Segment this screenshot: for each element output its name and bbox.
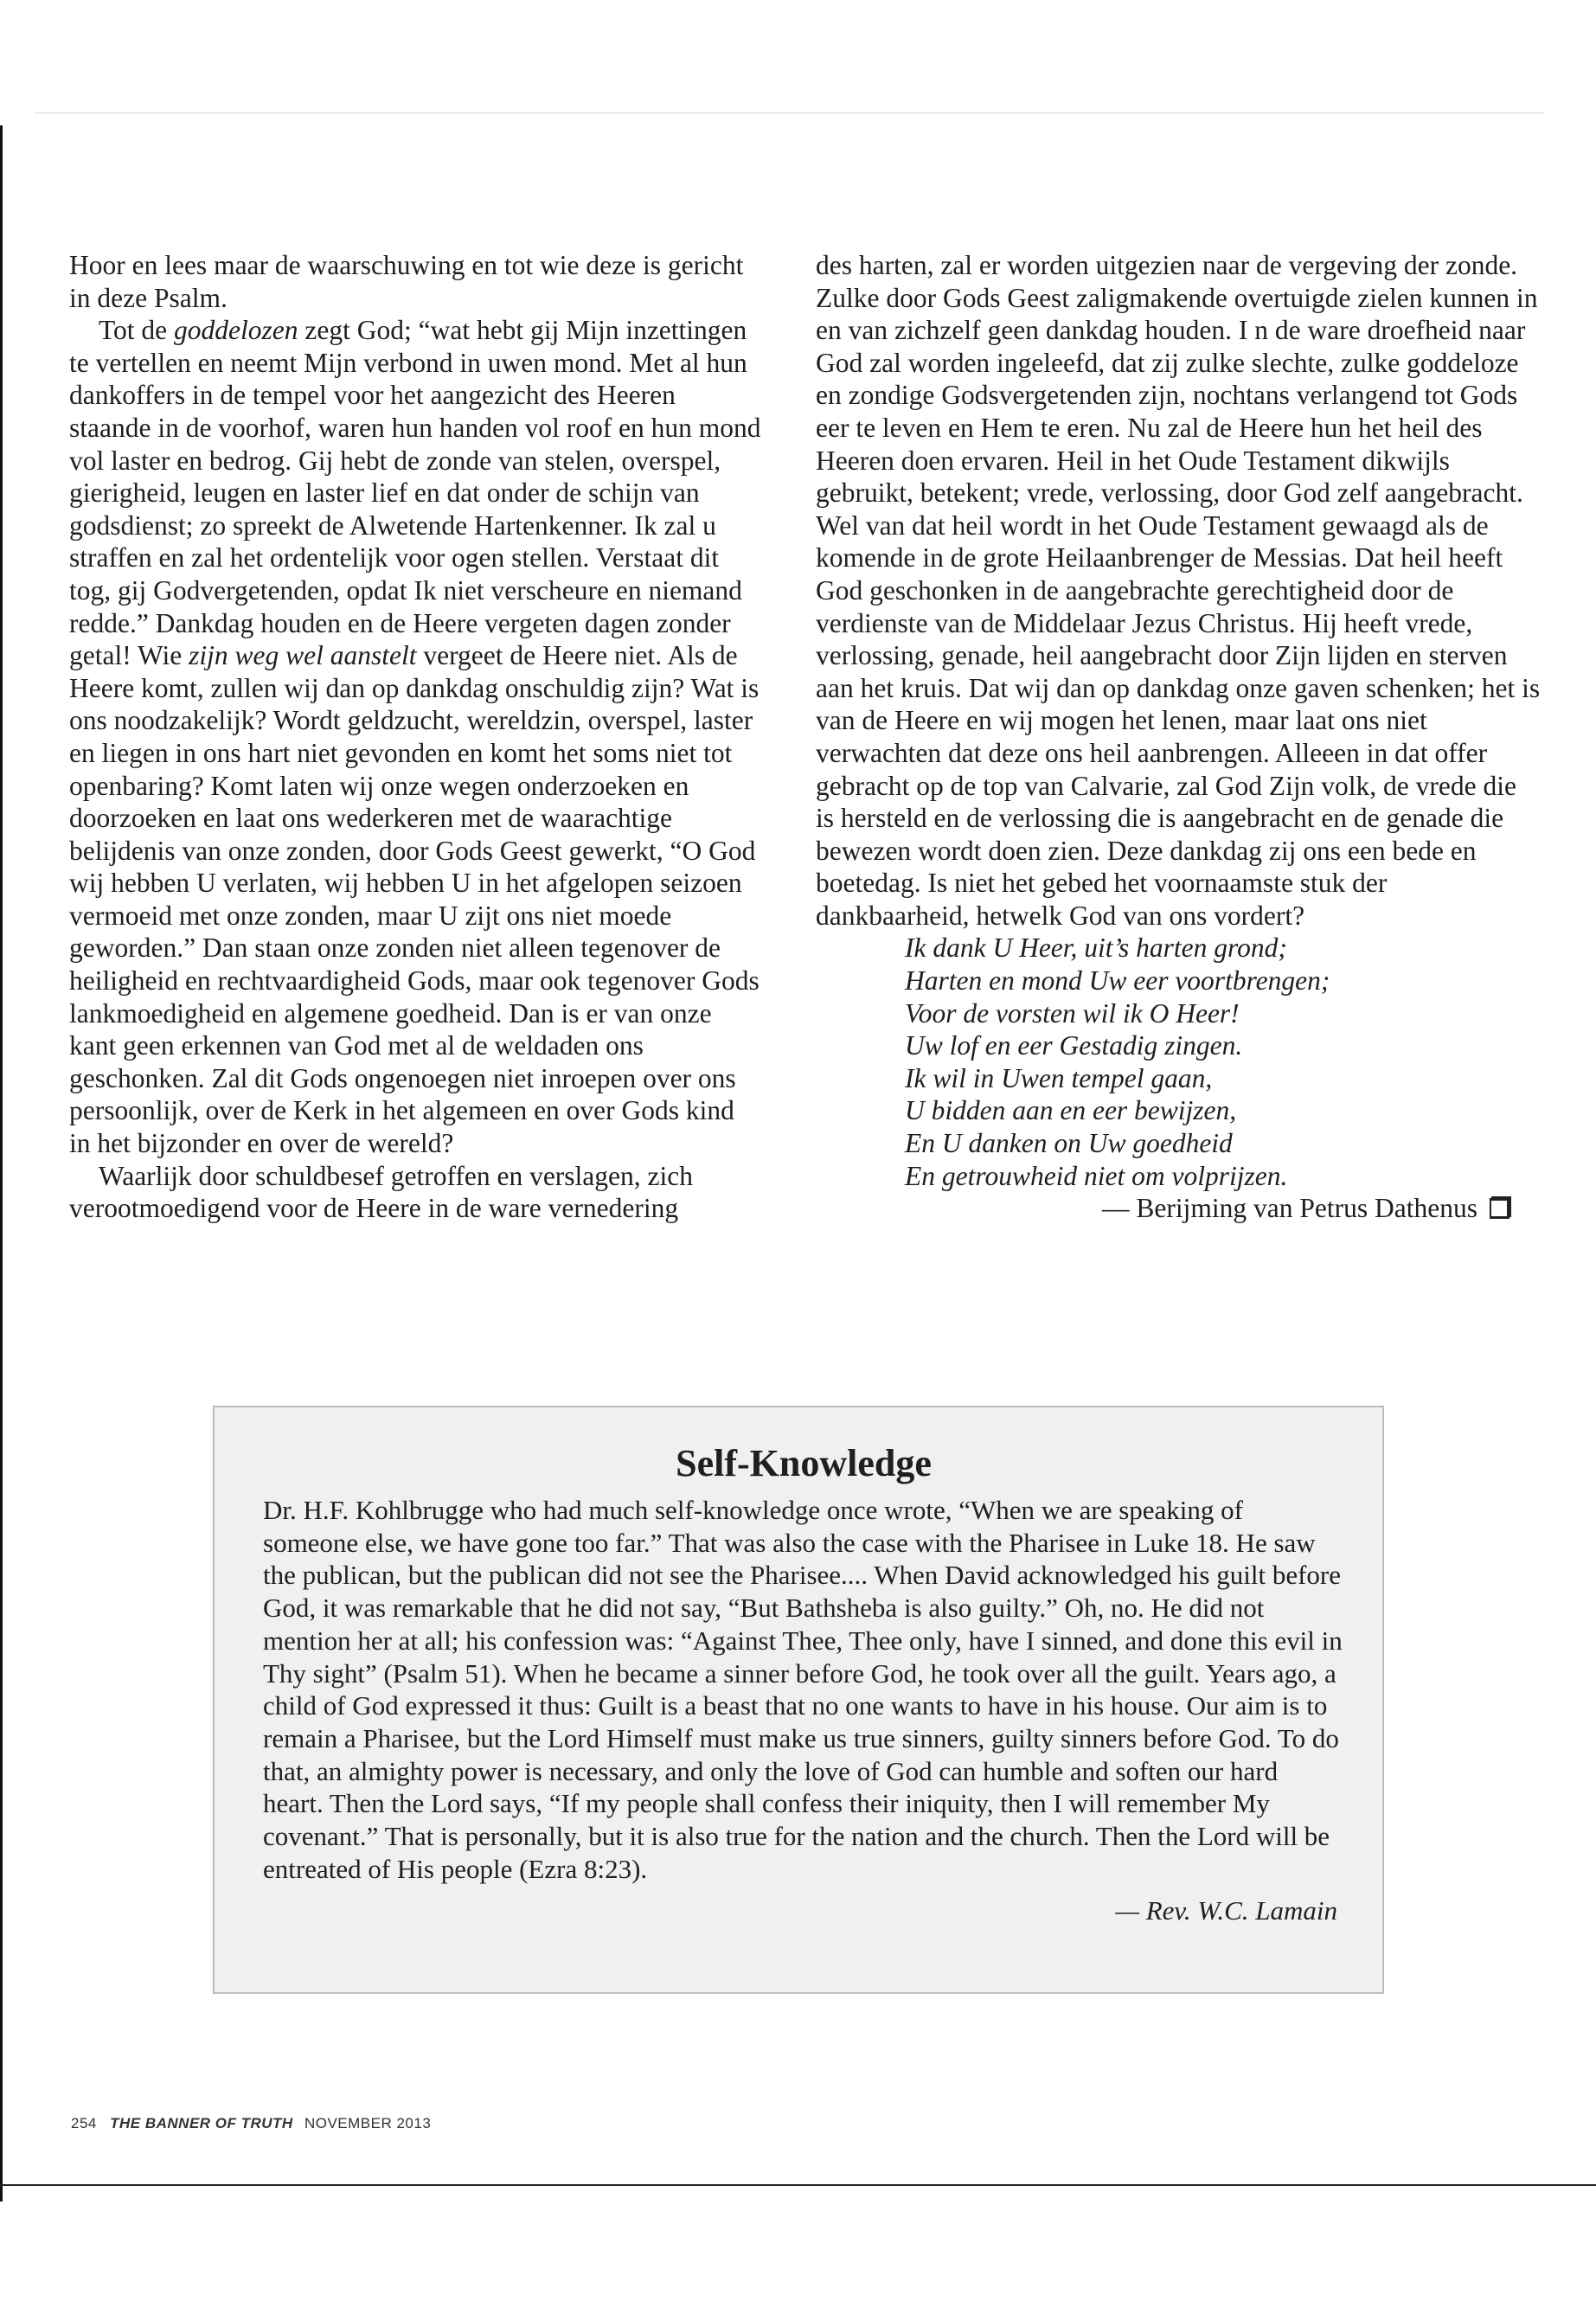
magazine-title: THE BANNER OF TRUTH: [110, 2115, 293, 2131]
poem-line: Ik dank U Heer, uit’s harten grond;: [905, 933, 1287, 964]
paragraph-1: Hoor en lees maar de waarschuwing en tot wie deze is gericht in deze Psalm.: [69, 250, 744, 313]
page-number: 254: [71, 2115, 97, 2131]
poem-line: Uw lof en eer Gestadig zingen.: [905, 1030, 1243, 1061]
sidebar-body: Dr. H.F. Kohlbrugge who had much self-knowledge once wrote, “When we are speaking of someone else, we have gone too far.” That was also the case with the Pharisee in Luke 18. He saw the publican, but the publican did not see the Pharisee.... When David acknowledged his guilt before God, it was remarkable that he did not say, “But Bathsheba is also guilty.” Oh, no. He did not mention her at all; his confession was: “Against Thee, Thee only, have I sinned, and done this evil in Thy sight” (Psalm 51). When he became a sinner before God, he took over all the guilt. Years ago, a child of God expressed it thus: Guilt is a beast that no one wants to have in his house. Our aim is to remain a Pharisee, but the Lord Himself must make us true sinners, guilty sinners before God. To do that, an almighty power is necessary, and only the love of God can humble and soften our hard heart. Then the Lord says, “If my people shall confess their iniquity, then I will remember My covenant.” That is personally, but it is also true for the nation and the church. Then the Lord will be entreated of His people (Ezra 8:23).: [263, 1495, 1343, 1884]
sidebar-author: — Rev. W.C. Lamain: [1115, 1895, 1337, 1926]
paragraph-continued: des harten, zal er worden uitgezien naar de vergeving der zonde. Zulke door Gods Geest zaligmakende overtuigde zielen kunnen in en van zichzelf geen dankdag houden. I n de ware droefheid naar God zal worden ingeleefd, dat zij zulke slechte, zulke goddeloze en zondige Godsvergetenden zijn, nochtans verlangend tot Gods eer te leven en Hem te eren. Nu zal de Heere hun het heil des Heeren doen ervaren. Heil in het Oude Testament dikwijls gebruikt, betekent; vrede, verlossing, door God zelf aangebracht. Wel van dat heil wordt in het Oude Testament gewaagd als de komende in de grote Heilaanbrenger de Messias. Dat heil heeft God geschonken in de aangebrachte gerechtigheid door de verdienste van de Middelaar Jezus Christus. Hij heeft vrede, verlossing, genade, heil aangebracht door Zijn lijden en sterven aan het kruis. Dat wij dan op dankdag onze gaven schenken; het is van de Heere en wij mogen het lenen, maar laat ons niet verwachten dat deze ons heil aanbrengen. Alleeen in dat offer gebracht op de top van Calvarie, zal God Zijn volk, de vrede die is hersteld en de verlossing die is aangebracht en de genade die bewezen wordt doen zien. Deze dankdag zij ons een bede en boetedag. Is niet het gebed het voornaamste stuk der dankbaarheid, hetwelk God van ons vordert?: [816, 250, 1541, 931]
poem-line: U bidden aan en eer bewijzen,: [905, 1095, 1237, 1126]
top-rule: [35, 112, 1544, 113]
poem-line: Ik wil in Uwen tempel gaan,: [905, 1062, 1213, 1093]
paragraph-2-text-b: vergeet de Heere niet. Als de Heere komt, zullen wij dan op dankdag onschuldig zijn? Wat is ons noodzakelijk? Wordt geldzucht, wereldzin, overspel, laster en liegen in ons hart niet gevonden en komt het soms niet tot openbaring? Komt laten wij onze wegen onderzoeken en doorzoeken en laat ons wederkeren met de waarachtige belijdenis van onze zonden, door Gods Geest gewerkt, “O God wij hebben U verlaten, wij hebben U in het afgelopen seizoen vermoeid met onze zonden, maar U zijt ons niet moede geworden.” Dan staan onze zonden niet alleen tegenover de heiligheid en rechtvaardigheid Gods, maar ook tegenover Gods lankmoedigheid en algemene goedheid. Dan is er van onze kant geen erkennen van God met al de weldaden ons geschonken. Zal dit Gods ongenoegen niet inroepen over ons persoonlijk, over de Kerk in het algemeen en over Gods kind in het bijzonder en over de wereld?: [69, 640, 760, 1159]
left-column: [69, 249, 761, 1225]
poem-attribution: [816, 1192, 1509, 1225]
poem-line: En getrouwheid niet om volprijzen.: [905, 1160, 1288, 1191]
poem-line: En U danken on Uw goedheid: [905, 1128, 1233, 1159]
paragraph-2-lead: Tot de: [99, 315, 175, 346]
italic-goddelozen: goddelozen: [174, 315, 298, 346]
attribution-text: — Berijming van Petrus Dathenus: [1102, 1193, 1477, 1224]
sidebar-content: [263, 1442, 1344, 1926]
page-edge-rule: [0, 125, 3, 2202]
sidebar-box: [213, 1406, 1384, 1994]
bottom-rule: [0, 2184, 1596, 2186]
end-mark-icon: [1490, 1198, 1509, 1219]
paragraph-2-text-a: zegt God; “wat hebt gij Mijn inzettingen te vertellen en neemt Mijn verbond in uwen mond. Met al hun dankoffers in de tempel voor het aangezicht des Heeren staande in de voorhof, waren hun handen vol roof en hun mond vol laster en bedrog. Gij hebt de zonde van stelen, overspel, gierigheid, leugen en laster lief en dat onder de schijn van godsdienst; zo spreekt de Alwetende Hartenkenner. Ik zal u straffen en zal het ordentelijk voor ogen stellen. Verstaat dit tog, gij Godvergetenden, opdat Ik niet verscheure en niemand redde.” Dankdag houden en de Heere vergeten dagen zonder getal! Wie: [69, 315, 761, 671]
issue-date: NOVEMBER 2013: [304, 2115, 432, 2131]
paragraph-2: [69, 314, 761, 1159]
paragraph-3: Waarlijk door schuldbesef getroffen en verslagen, zich verootmoedigend voor de Heere in de ware vernedering: [69, 1160, 693, 1224]
page-footer: [71, 2115, 431, 2132]
poem: [905, 932, 1541, 1192]
poem-line: Harten en mond Uw eer voortbrengen;: [905, 965, 1330, 997]
sidebar-title: Self-Knowledge: [676, 1442, 932, 1484]
italic-weg-wel-aanstelt: zijn weg wel aanstelt: [189, 640, 417, 671]
poem-line: Voor de vorsten wil ik O Heer!: [905, 997, 1240, 1029]
right-column: [816, 249, 1541, 1225]
